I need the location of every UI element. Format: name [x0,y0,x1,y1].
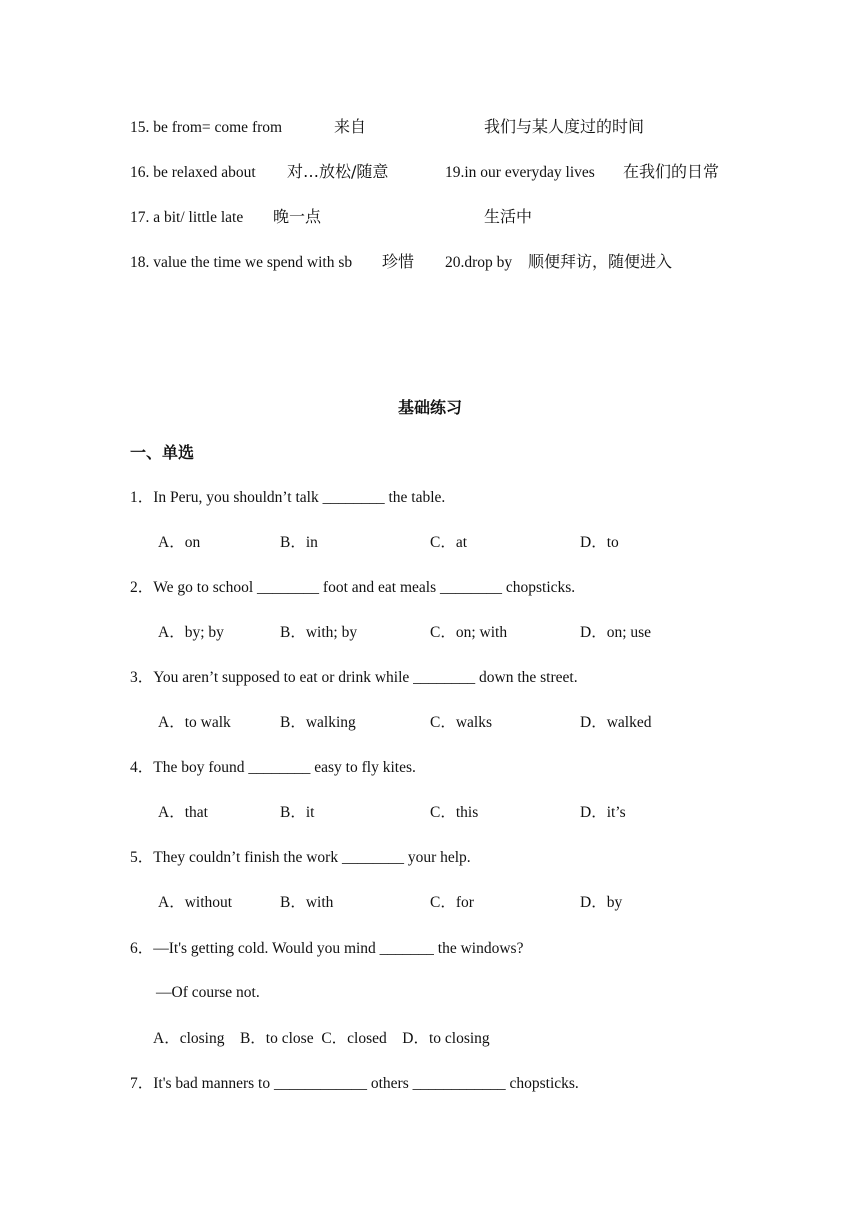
question-6-stem: 6．—It's getting cold. Would you mind _______ the windows? [130,940,524,957]
question-2-option-a: A．by; by [158,624,224,641]
question-4-option-d: D．it’s [580,804,626,821]
question-1-option-d: D．to [580,534,619,551]
vocab-item-18-en: 18. value the time we spend with sb [130,254,353,271]
vocab-item-19-cn-end: 生活中 [484,207,533,226]
question-2-option-d: D．on; use [580,624,652,641]
question-6-options: A．closing B．to close C．closed D．to closing [153,1030,490,1047]
question-2-stem: 2．We go to school ________ foot and eat meals ________ chopsticks. [130,579,576,596]
question-4-stem: 4．The boy found ________ easy to fly kites. [130,759,416,776]
vocab-item-16-en: 16. be relaxed about [130,164,256,181]
vocab-item-15-cn: 来自 [334,117,367,136]
vocab-item-17-en: 17. a bit/ little late [130,209,244,226]
question-2-option-b: B．with; by [280,624,358,641]
vocab-item-19-cn: 在我们的日常 [623,162,720,181]
part-title: 一、单选 [130,443,195,462]
question-1-option-a: A．on [158,534,201,551]
question-7-stem: 7．It's bad manners to ____________ others ____________ chopsticks. [130,1075,579,1092]
question-3-option-c: C．walks [430,714,493,731]
question-3-stem: 3．You aren’t supposed to eat or drink while ________ down the street. [130,669,578,686]
vocab-item-15-en: 15. be from= come from [130,119,283,136]
question-3-option-b: B．walking [280,714,356,731]
question-1-stem: 1．In Peru, you shouldn’t talk ________ the table. [130,489,446,506]
vocab-item-19-en: 19.in our everyday lives [445,164,595,181]
vocab-item-19-cn-continued: 我们与某人度过的时间 [484,117,645,136]
question-4-option-b: B．it [280,804,315,821]
question-5-option-b: B．with [280,894,334,911]
vocab-item-16-cn: 对…放松/随意 [287,162,389,181]
question-4-option-a: A．that [158,804,208,821]
question-2-option-c: C．on; with [430,624,508,641]
question-5-option-c: C．for [430,894,474,911]
vocab-item-17-cn: 晚一点 [273,207,322,226]
question-3-option-d: D．walked [580,714,652,731]
question-4-option-c: C．this [430,804,479,821]
question-6-reply: —Of course not. [156,984,260,1001]
question-1-option-b: B．in [280,534,318,551]
section-title: 基础练习 [397,398,462,417]
question-5-option-d: D．by [580,894,623,911]
vocab-item-20-cn: 顺便拜访，随便进入 [528,252,673,271]
vocab-item-18-cn: 珍惜 [382,252,415,271]
question-3-option-a: A．to walk [158,714,231,731]
question-5-option-a: A．without [158,894,233,911]
vocab-item-20-en: 20.drop by [445,254,513,271]
question-5-stem: 5．They couldn’t finish the work ________ your help. [130,849,471,866]
question-1-option-c: C．at [430,534,468,551]
